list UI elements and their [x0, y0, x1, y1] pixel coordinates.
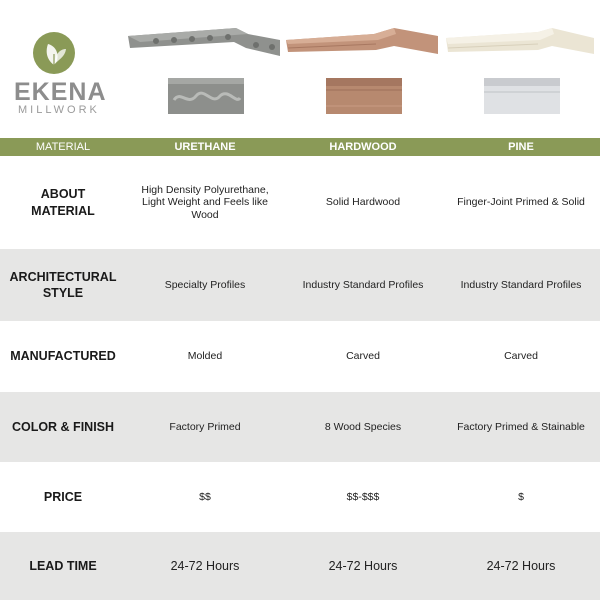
cell-hardwood: 24-72 Hours	[328, 558, 398, 573]
row-label: LEAD TIME	[29, 558, 97, 573]
brand-subtitle: MILLWORK	[18, 104, 100, 116]
comparison-header	[0, 138, 600, 156]
cell-urethane: Specialty Profiles	[164, 278, 246, 291]
cell-hardwood: Industry Standard Profiles	[302, 278, 424, 291]
urethane-crown-moulding	[126, 26, 284, 60]
cell-pine: 24-72 Hours	[486, 558, 556, 573]
urethane-base-moulding	[166, 76, 246, 116]
cell-urethane: 24-72 Hours	[170, 558, 240, 573]
row-label: COLOR & FINISH	[11, 419, 115, 434]
cell-pine: $	[518, 490, 524, 503]
cell-pine: Industry Standard Profiles	[460, 278, 582, 291]
brand-name: EKENA	[14, 78, 107, 106]
row-label: MANUFACTURED	[10, 349, 116, 364]
cell-hardwood: $$-$$$	[346, 490, 380, 503]
hardwood-base-moulding	[324, 76, 404, 116]
cell-hardwood: Solid Hardwood	[325, 196, 401, 209]
pine-moulding-image	[442, 0, 600, 138]
table-row-about-material	[0, 156, 600, 249]
header-hardwood: HARDWOOD	[329, 141, 397, 153]
brand-logo	[0, 30, 125, 120]
hardwood-crown-moulding	[284, 26, 442, 60]
cell-hardwood: 8 Wood Species	[324, 420, 402, 433]
table-row-lead-time	[0, 532, 600, 600]
row-label: PRICE	[43, 489, 83, 504]
header-material: MATERIAL	[35, 141, 91, 153]
cell-pine: Carved	[504, 350, 538, 363]
row-label-text: ABOUT MATERIAL	[31, 187, 95, 218]
table-row-manufactured	[0, 321, 600, 392]
pine-base-moulding	[482, 76, 562, 116]
table-row-architectural-style	[0, 249, 600, 321]
cell-urethane: High Density Polyurethane, Light Weight and Feels like Wood	[141, 183, 269, 221]
leaf-icon	[33, 32, 75, 74]
row-label: ARCHITECTURAL STYLE	[9, 269, 117, 300]
product-header	[0, 0, 600, 138]
cell-urethane: $$	[199, 490, 211, 503]
cell-urethane: Molded	[187, 350, 223, 363]
row-label	[0, 156, 126, 249]
table-row-price	[0, 462, 600, 532]
cell-hardwood: Carved	[346, 350, 380, 363]
pine-crown-moulding	[442, 26, 600, 60]
cell-urethane: Factory Primed	[169, 420, 241, 433]
urethane-moulding-image	[126, 0, 284, 138]
table-row-color-finish	[0, 392, 600, 462]
header-pine: PINE	[508, 141, 534, 153]
cell-pine: Factory Primed & Stainable	[457, 420, 585, 433]
header-urethane: URETHANE	[174, 141, 236, 153]
cell-pine: Finger-Joint Primed & Solid	[457, 196, 585, 209]
hardwood-moulding-image	[284, 0, 442, 138]
